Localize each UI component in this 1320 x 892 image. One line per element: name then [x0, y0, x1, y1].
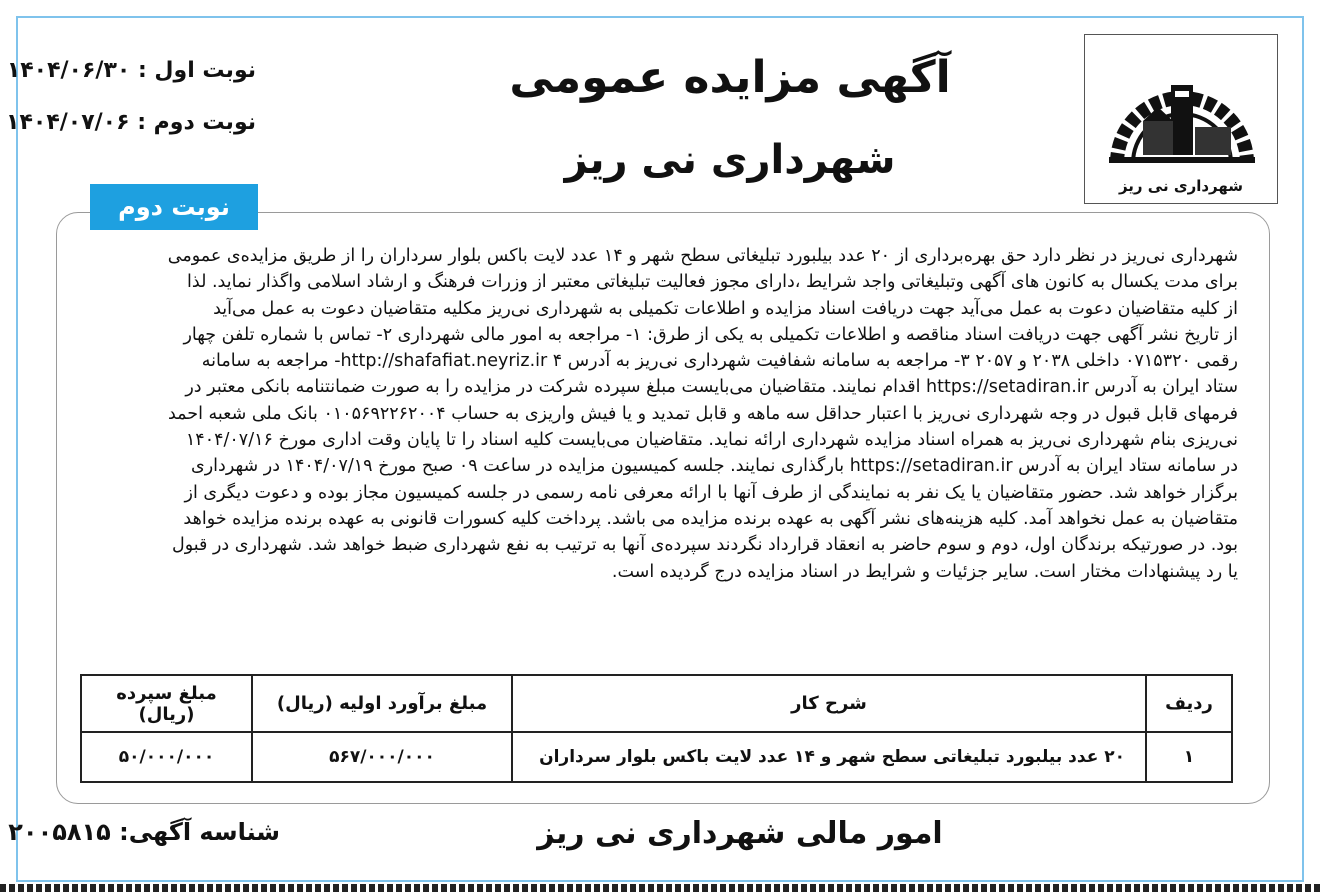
body-line: برگزار خواهد شد. حضور متقاضیان یا یک نفر به نمایندگی از طرف آنها با ارائه معرفی نامه رسمی در جلسه کمیسیون مجاز بوده و دعوت دیگری از — [184, 482, 1238, 503]
body-line: برای مدت یکسال به کانون های آگهی وتبلیغاتی واجد شرایط ،دارای مجوز فعالیت تبلیغاتی معتبر از وزرات فرهنگ و ارشاد اسلامی واگذار نماید. لذا — [187, 272, 1238, 293]
second-turn-date: نوبت دوم : ۱۴۰۴/۰۷/۰۶ — [6, 110, 256, 135]
estimate-cell: ۵۶۷/۰۰۰/۰۰۰ — [252, 732, 512, 782]
logo-caption: شهرداری نی ریز — [1118, 177, 1244, 195]
row-number-cell: ۱ — [1146, 732, 1232, 782]
municipality-emblem-icon — [1099, 45, 1265, 175]
col-description-header: شرح کار — [512, 675, 1146, 732]
first-turn-date: نوبت اول : ۱۴۰۴/۰۶/۳۰ — [6, 58, 256, 83]
auction-table — [80, 674, 1233, 783]
announcement-title: آگهی مزایده عمومی — [509, 52, 951, 103]
announcement-body — [76, 243, 1238, 585]
body-line: از کلیه متقاضیان دعوت به عمل می‌آید جهت دریافت اسناد مزایده و اطلاعات تکمیلی به شهرداری نی‌ریز مکلیه متقاضیان دعوت به عمل می‌آید — [213, 298, 1238, 319]
col-row-number-header: ردیف — [1146, 675, 1232, 732]
body-line: در سامانه ستاد ایران به آدرس https://setadiran.ir بارگذاری نمایند. جلسه کمیسیون مزایده در ساعت ۰۹ صبح مورخ ۱۴۰۴/۰۷/۱۹ در شهرداری — [191, 456, 1238, 477]
bottom-border-strip — [0, 884, 1320, 892]
deposit-cell: ۵۰/۰۰۰/۰۰۰ — [81, 732, 252, 782]
finance-office: امور مالی شهرداری نی ریز — [537, 816, 943, 851]
municipality-title: شهرداری نی ریز — [564, 137, 896, 183]
table-header-row — [81, 675, 1232, 732]
body-line: نی‌ریزی بنام شهرداری نی‌ریز به همراه اسناد مزایده شهرداری ارائه نماید. متقاضیان می‌بایست کلیه اسناد را تا پایان وقت اداری مورخ ۱۴۰۴/۰۷/۱۶ — [185, 430, 1238, 451]
description-cell: ۲۰ عدد بیلبورد تبلیغاتی سطح شهر و ۱۴ عدد لایت باکس بلوار سرداران — [512, 732, 1146, 782]
turn-badge: نوبت دوم — [90, 184, 258, 230]
ad-id: شناسه آگهی: ۲۰۰۵۸۱۵ — [8, 818, 280, 846]
table-row — [81, 732, 1232, 782]
body-line: فرمهای قابل قبول در وجه شهرداری نی‌ریز با اعتبار حداقل سه ماهه و قابل تمدید و یا فیش واریزی به حساب ۰۱۰۵۶۹۲۲۶۲۰۰۴ بانک ملی شعبه احمد — [167, 403, 1238, 424]
body-line: از تاریخ نشر آگهی جهت دریافت اسناد مناقصه و اطلاعات تکمیلی به یکی از طرق: ۱- مراجعه به امور مالی شهرداری ۲- تماس با شماره تلفن چهار — [183, 324, 1238, 345]
col-deposit-header: مبلغ سپرده (ریال) — [81, 675, 252, 732]
body-line: ستاد ایران به آدرس https://setadiran.ir اقدام نمایند. متقاضیان می‌بایست مبلغ سپرده شرکت در مزایده را به صورت ضمانتنامه بانکی معتبر در — [185, 377, 1238, 398]
body-line: رقمی ۰۷۱۵۳۲۰ داخلی ۲۰۳۸ و ۲۰۵۷ ۳- مراجعه به سامانه شفافیت شهرداری نی‌ریز به آدرس http://shafafiat.neyriz.ir ۴- مراجعه به سامانه — [201, 351, 1238, 372]
body-line: یا رد پیشنهادات مختار است. سایر جزئیات و شرایط در اسناد مزایده درج گردیده است. — [611, 561, 1238, 582]
body-line: شهرداری نی‌ریز در نظر دارد حق بهره‌برداری از ۲۰ عدد بیلبورد تبلیغاتی سطح شهر و ۱۴ عدد لایت باکس بلوار سرداران را از طریق مزایده‌ی عمومی — [167, 246, 1238, 266]
body-line: بود. در صورتیکه برندگان اول، دوم و سوم حاضر به انعقاد قرارداد نگردند سپرده‌ی آنها به ترتیب به نفع شهرداری ضبط خواهد شد. شهرداری در قبول — [172, 535, 1238, 556]
body-line: متقاضیان به عمل نخواهد آمد. کلیه هزینه‌های نشر آگهی به عهده برنده مزایده می باشد. پرداخت کلیه کسورات قانونی به عهده برنده مزایده خواهد — [183, 508, 1238, 529]
col-estimate-header: مبلغ برآورد اولیه (ریال) — [252, 675, 512, 732]
municipality-logo — [1084, 34, 1278, 204]
